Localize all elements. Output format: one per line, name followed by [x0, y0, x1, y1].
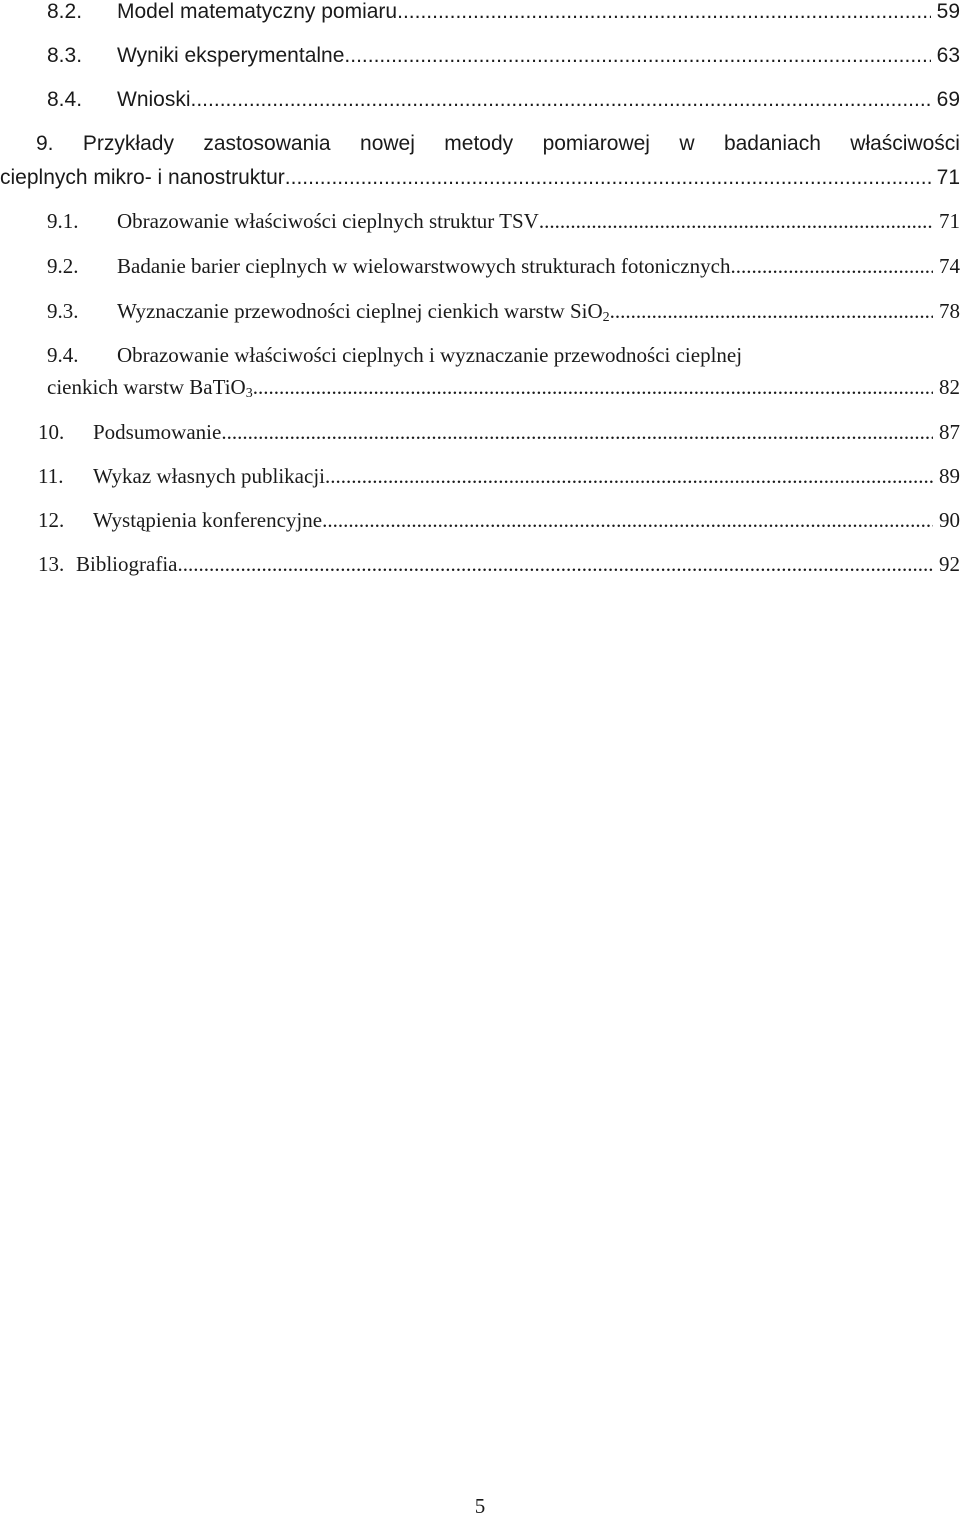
toc-entry-page: 87 — [939, 420, 960, 444]
toc-entry-title: Wnioski — [117, 88, 191, 111]
toc-entry-page: 82 — [939, 375, 960, 399]
toc-entry-8-2 — [0, 0, 960, 27]
toc-entry-10 — [0, 417, 960, 447]
page-number: 5 — [474, 1494, 486, 1518]
toc-entry-number: 13. — [38, 552, 65, 576]
toc-entry-word: zastosowania — [203, 132, 331, 155]
toc-entry-8-4 — [0, 85, 960, 115]
toc-entry-number: 9.2. — [47, 254, 79, 278]
toc-entry-title: Podsumowanie — [93, 420, 222, 444]
toc-entry-subscript: 2 — [602, 310, 610, 325]
toc-leader-dots — [730, 251, 933, 281]
toc-leader-dots — [325, 461, 933, 491]
toc-entry-number: 8.4. — [47, 88, 83, 111]
toc-entry-page: 89 — [939, 464, 960, 488]
toc-leader-dots — [253, 372, 933, 402]
toc-entry-title: Wyznaczanie przewodności cieplnej cienkich warstw SiO — [117, 299, 603, 323]
toc-entry-page: 71 — [939, 209, 960, 233]
toc-entry-subscript: 3 — [245, 386, 253, 401]
toc-leader-dots — [397, 0, 931, 27]
toc-entry-word: Przykłady — [82, 132, 174, 155]
toc-entry-page: 78 — [939, 299, 960, 323]
toc-entry-page: 71 — [936, 166, 960, 189]
toc-entry-13 — [0, 549, 960, 579]
toc-entry-title: Wykaz własnych publikacji — [93, 464, 325, 488]
toc-entry-number: 8.2. — [47, 0, 83, 23]
toc-leader-dots — [344, 41, 930, 71]
toc-entry-number: 9.4. — [47, 343, 79, 367]
toc-entry-page: 59 — [936, 0, 960, 23]
toc-entry-word: pomiarowej — [542, 132, 650, 155]
toc-entry-number: 11. — [38, 464, 64, 488]
toc-entry-title-line1 — [36, 129, 960, 159]
toc-entry-8-3 — [0, 41, 960, 71]
toc-leader-dots — [191, 85, 931, 115]
toc-leader-dots — [610, 296, 933, 326]
toc-entry-number: 9.3. — [47, 299, 79, 323]
toc-entry-12 — [0, 505, 960, 535]
toc-entry-page: 69 — [936, 88, 960, 111]
toc-entry-number: 10. — [38, 420, 65, 444]
toc-leader-dots — [322, 505, 933, 535]
toc-entry-number: 8.3. — [47, 44, 83, 67]
toc-entry-title-wrap — [117, 296, 610, 326]
toc-entry-page: 90 — [939, 508, 960, 532]
toc-entry-title: Wystąpienia konferencyjne — [93, 508, 323, 532]
toc-entry-title-line2: cieplnych mikro- i nanostruktur — [0, 166, 285, 189]
toc-entry-title-wrap — [47, 372, 253, 402]
toc-entry-page: 92 — [939, 552, 960, 576]
toc-entry-title: Obrazowanie właściwości cieplnych struktur TSV — [117, 209, 539, 233]
toc-entry-word: nowej — [360, 132, 415, 155]
toc-entry-title: Badanie barier cieplnych w wielowarstwowych strukturach fotonicznych — [117, 254, 731, 278]
toc-entry-word: metody — [444, 132, 514, 155]
toc-entry-9-3 — [0, 296, 960, 326]
toc-entry-number: 9. — [36, 132, 54, 155]
toc-entry-title-line1: Obrazowanie właściwości cieplnych i wyznaczanie przewodności cieplnej — [117, 343, 743, 367]
toc-entry-page: 74 — [939, 254, 960, 278]
toc-entry-title: Wyniki eksperymentalne — [117, 44, 345, 67]
toc-entry-page: 63 — [936, 44, 960, 67]
toc-entry-9-4 — [0, 340, 960, 400]
toc-entry-word: w — [679, 132, 695, 155]
toc-entry-9-1 — [0, 206, 960, 236]
toc-leader-dots — [539, 206, 933, 236]
toc-entry-word: właściwości — [850, 132, 960, 155]
toc-entry-number: 9.1. — [47, 209, 79, 233]
toc-leader-dots — [285, 163, 931, 193]
toc-entry-title: Model matematyczny pomiaru — [117, 0, 398, 23]
toc-leader-dots — [221, 417, 933, 447]
toc-entry-9 — [0, 129, 960, 189]
toc-leader-dots — [177, 549, 933, 579]
toc-entry-word: badaniach — [723, 132, 821, 155]
toc-entry-number: 12. — [38, 508, 65, 532]
toc-entry-9-2 — [0, 251, 960, 281]
toc-entry-11 — [0, 461, 960, 491]
toc-entry-title: Bibliografia — [76, 552, 178, 576]
toc-entry-title-line2: cienkich warstw BaTiO — [47, 375, 246, 399]
